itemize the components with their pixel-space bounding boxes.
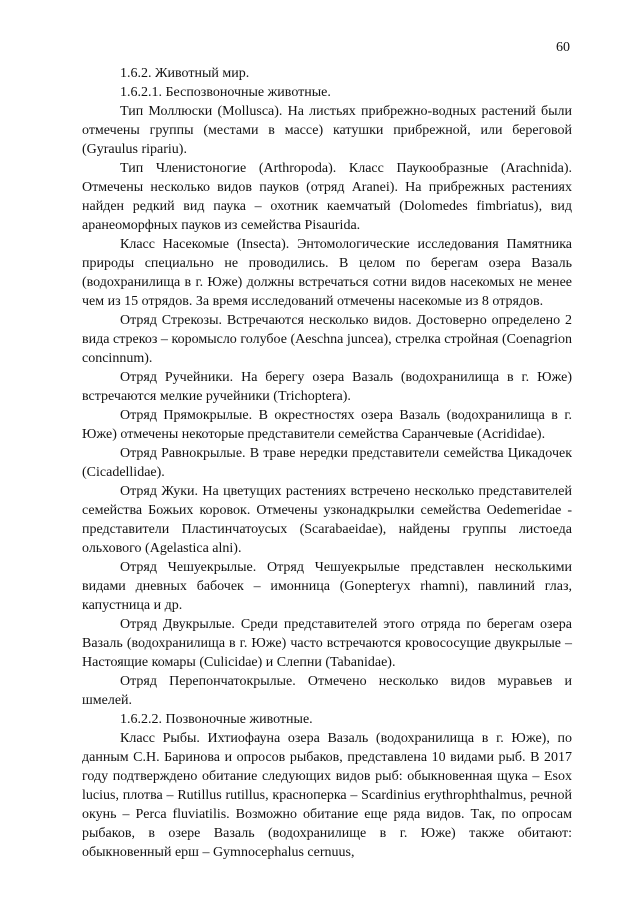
paragraph-beetles: Отряд Жуки. На цветущих растениях встречено несколько представителей семейства Божьих коровок. Отмечены узконадкрылки семейства Oedemeridae - представители Пластинчатоусых (Scarabaeidae), найдены группы листоеда ольхового (Agelastica alni).	[82, 484, 572, 556]
paragraph-arthropoda: Тип Членистоногие (Arthropoda). Класс Паукообразные (Arachnida). Отмечены несколько видов пауков (отряд Aranei). На прибрежных растениях найден редкий вид паука – охотник каемчатый (Dolomedes fimbriatus), вид аранеоморфных пауков из семейства Pisaurida.	[82, 161, 572, 233]
paragraph-mollusca: Тип Моллюски (Mollusca). На листьях прибрежно-водных растений были отмечены группы (местами в массе) катушки прибрежной, или береговой (Gyraulus ripariu).	[82, 104, 572, 157]
paragraph-hymenoptera: Отряд Перепончатокрылые. Отмечено несколько видов муравьев и шмелей.	[82, 674, 572, 708]
paragraph-diptera: Отряд Двукрылые. Среди представителей этого отряда по берегам озера Вазаль (водохранилища в г. Юже) часто встречаются кровососущие двукрылые – Настоящие комары (Culicidae) и Слепни (Tabanidae).	[82, 617, 572, 670]
heading-vertebrates: 1.6.2.2. Позвоночные животные.	[120, 712, 313, 727]
paragraph-caddisflies: Отряд Ручейники. На берегу озера Вазаль (водохранилища в г. Юже) встречаются мелкие ручейники (Trichoptera).	[82, 370, 572, 404]
heading-animal-world: 1.6.2. Животный мир.	[120, 66, 250, 81]
paragraph-insecta: Класс Насекомые (Insecta). Энтомологические исследования Памятника природы специально не проводились. В целом по берегам озера Вазаль (водохранилища в г. Юже) должны встречаться сотни видов насекомых не менее чем из 15 отрядов. За время исследований отмечены насекомые из 8 отрядов.	[82, 237, 572, 309]
body-text	[82, 64, 572, 862]
paragraph-homoptera: Отряд Равнокрылые. В траве нередки представители семейства Цикадочек (Cicadellidae).	[82, 446, 572, 480]
paragraph-fish: Класс Рыбы. Ихтиофауна озера Вазаль (водохранилища в г. Юже), по данным С.Н. Баринова и опросов рыбаков, представлена 10 видами рыб. В 2017 году подтверждено обитание следующих видов рыб: обыкновенная щука – Esox lucius, плотва – Rutillus rutillus, красноперка – Scardinius erythrophthalmus, речной окунь – Perca fluviatilis. Возможно обитание еще ряда видов. Так, по опросам рыбаков, в озере Вазаль (водохранилище в г. Юже) также обитают: обыкновенный ерш – Gymnocephalus cernuus,	[82, 731, 572, 860]
paragraph-dragonflies: Отряд Стрекозы. Встречаются несколько видов. Достоверно определено 2 вида стрекоз – коромысло голубое (Aeschna juncea), стрелка стройная (Coenagrion concinnum).	[82, 313, 572, 366]
heading-invertebrates: 1.6.2.1. Беспозвоночные животные.	[120, 85, 331, 100]
page-number: 60	[556, 40, 570, 55]
paragraph-lepidoptera: Отряд Чешуекрылые. Отряд Чешуекрылые представлен несколькими видами дневных бабочек – имонница (Gonepterуx rhamni), павлиний глаз, капустница и др.	[82, 560, 572, 613]
paragraph-orthoptera: Отряд Прямокрылые. В окрестностях озера Вазаль (водохранилища в г. Юже) отмечены некоторые представители семейства Саранчевые (Acrididae).	[82, 408, 572, 442]
